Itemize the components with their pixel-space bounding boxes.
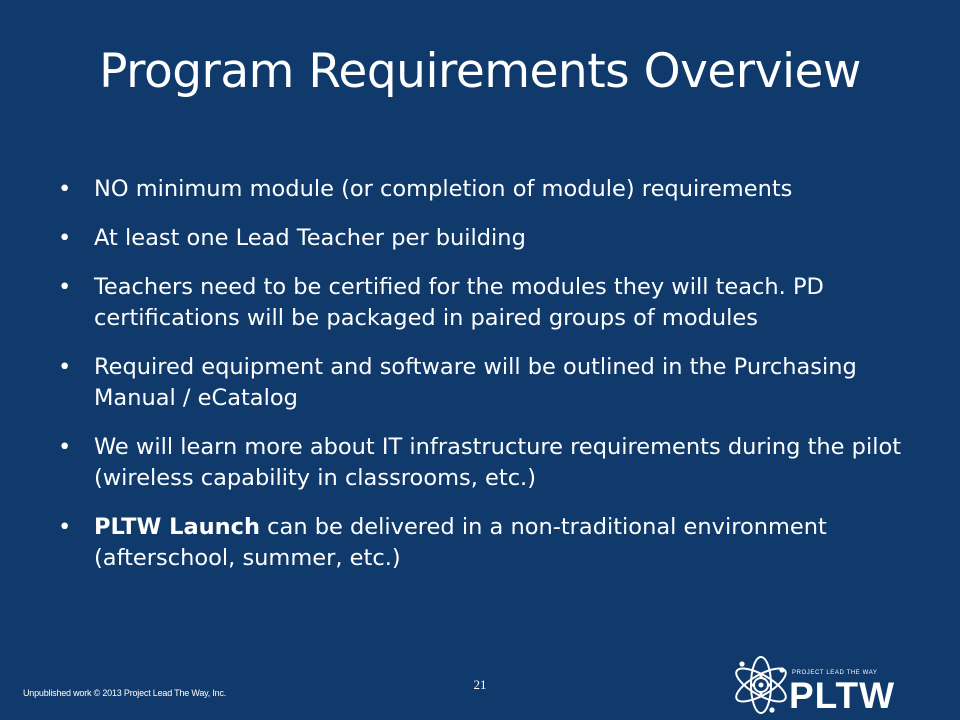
bullet-dot: • <box>58 354 72 380</box>
bullet-text: Required equipment and software will be outlined in the Purchasing Manual / eCatalog <box>94 354 857 411</box>
bullet-dot: • <box>58 225 72 251</box>
logo-wordmark: PLTW <box>789 675 896 716</box>
bullet-text: can be delivered in a non-traditional environment (afterschool, summer, etc.) <box>94 514 827 571</box>
atom-gear-icon <box>730 650 792 716</box>
bullet-item <box>58 223 938 254</box>
bullet-item <box>58 174 938 205</box>
copyright-footer: Unpublished work © 2013 Project Lead The Way, Inc. <box>23 688 227 698</box>
pltw-logo <box>730 650 920 716</box>
bullet-item <box>58 512 938 574</box>
bullet-text: We will learn more about IT infrastructure requirements during the pilot (wireless capability in classrooms, etc.) <box>94 434 902 491</box>
bullet-bold-text: PLTW Launch <box>94 514 261 540</box>
slide-title: Program Requirements Overview <box>99 44 861 100</box>
bullet-dot: • <box>58 434 72 460</box>
bullet-item <box>58 432 938 494</box>
page-number: 21 <box>473 677 487 692</box>
bullet-text: At least one Lead Teacher per building <box>94 225 526 251</box>
bullet-text: Teachers need to be certified for the modules they will teach. PD certifications will be packaged in paired groups of modules <box>94 274 824 331</box>
logo-tagline: PROJECT LEAD THE WAY <box>792 670 878 676</box>
bullet-item <box>58 272 938 334</box>
bullet-dot: • <box>58 176 72 202</box>
bullet-dot: • <box>58 514 72 540</box>
bullet-text: NO minimum module (or completion of module) requirements <box>94 176 793 202</box>
bullet-list <box>58 174 938 592</box>
bullet-dot: • <box>58 274 72 300</box>
bullet-item <box>58 352 938 414</box>
